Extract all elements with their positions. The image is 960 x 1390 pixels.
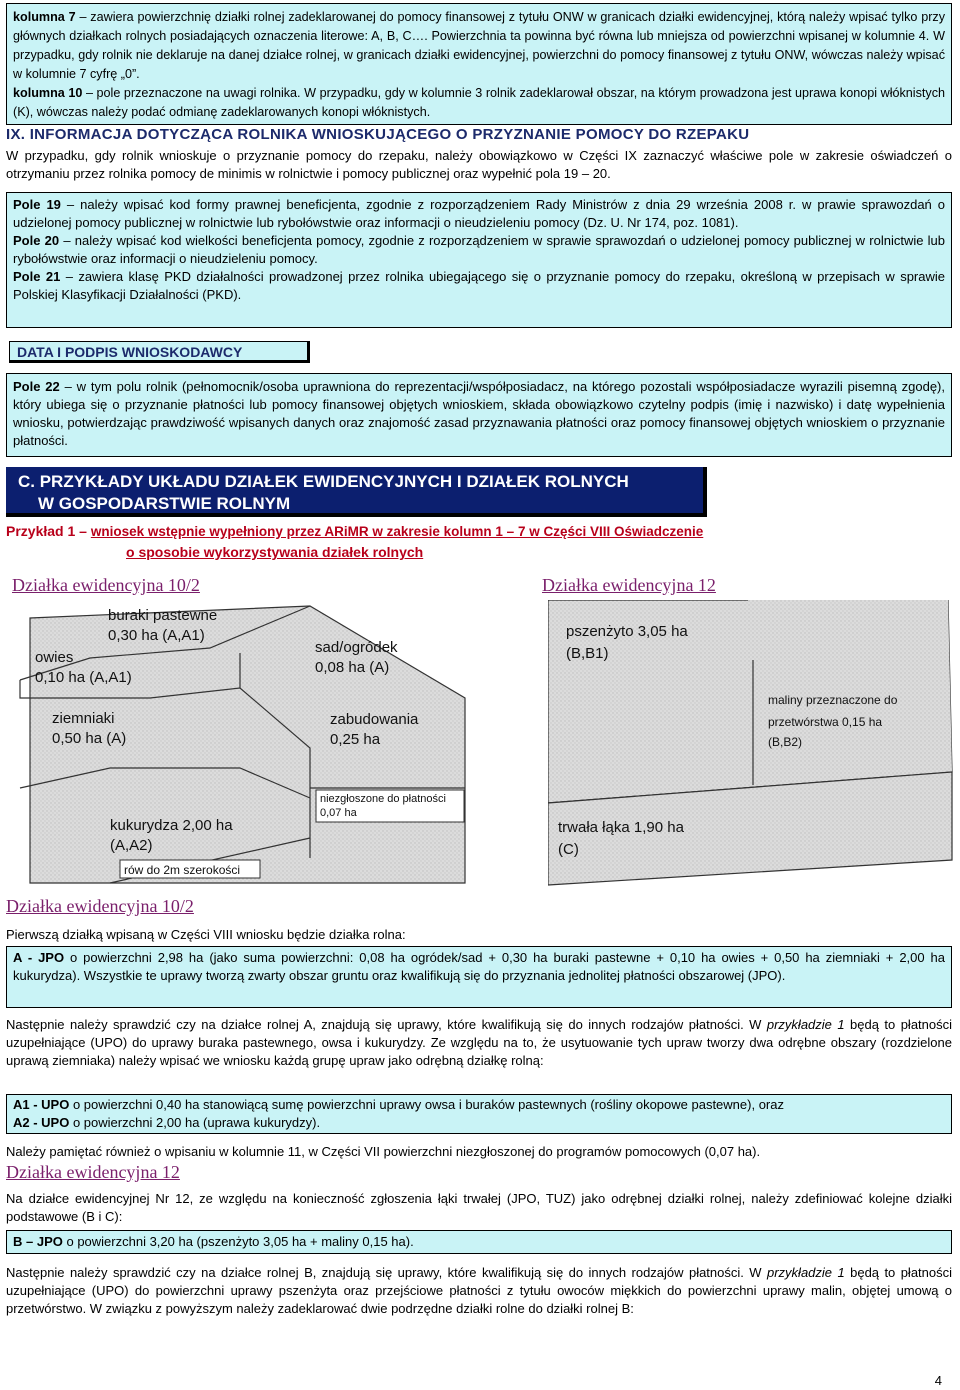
a2-paragraph: [13, 1114, 945, 1132]
kolumna-7-paragraph: [13, 8, 945, 84]
pole-21-label: Pole 21: [13, 269, 61, 284]
label-laka-2: (C): [558, 841, 579, 858]
parcel-map-10-2: [10, 598, 470, 891]
label-ziemniaki-2: 0,50 ha (A): [52, 730, 127, 747]
example-1-prefix: Przykład 1 –: [6, 523, 91, 539]
pole-21-paragraph: [13, 268, 945, 304]
b-jpo-label: B – JPO: [13, 1234, 63, 1249]
label-buraki-1: buraki pastewne: [108, 607, 218, 624]
label-pszenzyto-2: (B,B1): [566, 645, 609, 662]
pole-22-text: – w tym polu rolnik (pełnomocnik/osoba uprawniona do reprezentacji/współposiadacz, na którego pozostali współposiadacze wyrazili pisemną zgodę), który ubiega się o przyznanie płatności lub pomocy finansowej objętych wnioskiem, składa obowiązkowo czytelny podpis (imię i nazwisko) i datę wypełnienia wniosku, potwierdzając prawdziwość wpisanych danych oraz znajomość zasad przyznawania płatności oraz pomocy finansowej objętych wnioskiem o przyznanie płatności.: [13, 379, 945, 448]
map-left-title: Działka ewidencyjna 10/2: [12, 575, 200, 595]
pole-21-text: – zawiera klasę PKD działalności prowadzonej przez rolnika ubiegającego się o przyznanie pomocy do rzepaku, określoną w przepisach w sprawie Polskiej Klasyfikacji Działalności (PKD).: [13, 269, 945, 302]
label-maliny-2: przetwórstwa 0,15 ha: [768, 715, 883, 729]
a-jpo-paragraph: [13, 949, 945, 985]
columns-info-box: [6, 3, 952, 125]
pole-19-label: Pole 19: [13, 197, 61, 212]
check-a-italic: przykładzie 1: [766, 1017, 845, 1032]
a1-paragraph: [13, 1096, 945, 1114]
check-a-text-1: Następnie należy sprawdzić czy na działce rolnej A, znajdują się uprawy, które kwalifikują się do innych rodzajów płatności. W: [6, 1017, 767, 1032]
kolumna-7-text: – zawiera powierzchnię działki rolnej zadeklarowanej do pomocy finansowej z tytułu ONW w granicach działki ewidencyjnej, którą należy wpisać tylko przy głównych działkach rolnych posiadających oznaczenia literowe: A, B, C…. Powierzchnia ta powinna być równa lub mniejsza od powierzchni wpisanej w kolumnie 4. W przypadku, gdy rolnik nie deklaruje na danej działce rolnej, w granicach działki ewidencyjnej, powierzchni do pomocy finansowej z tytułu ONW, wówczas należy wpisać w kolumnie 7 cyfrę „0”.: [13, 10, 945, 81]
section-ix-heading: IX. INFORMACJA DOTYCZĄCA ROLNIKA WNIOSKUJĄCEGO O PRZYZNANIE POMOCY DO RZEPAKU: [6, 126, 750, 143]
a2-text: o powierzchni 2,00 ha (uprawa kukurydzy).: [69, 1115, 321, 1130]
pole-19-21-box: [6, 192, 952, 328]
pole-22-box: [6, 373, 952, 457]
label-owies-1: owies: [35, 649, 74, 666]
first-parcel-text: Pierwszą działką wpisaną w Części VIII wniosku będzie działka rolna:: [6, 927, 406, 942]
intro-12-text: Na działce ewidencyjnej Nr 12, ze względu na konieczność zgłoszenia łąki trwałej (JPO, TUZ) jako odrębnej działki rolnej, należy zdefiniować kolejne działki podstawowe (B i C):: [6, 1191, 952, 1224]
example-1-title-line2: o sposobie wykorzystywania działek rolnych: [126, 544, 424, 560]
label-niezgloszone-2: 0,07 ha: [320, 807, 357, 819]
label-zabudowania-1: zabudowania: [330, 711, 419, 728]
section-c-heading: [6, 467, 707, 517]
pole-20-label: Pole 20: [13, 233, 60, 248]
data-podpis-heading: DATA I PODPIS WNIOSKODAWCY: [17, 344, 243, 360]
data-podpis-heading-box: [9, 341, 310, 363]
a1-label: A1 - UPO: [13, 1097, 70, 1112]
label-buraki-2: 0,30 ha (A,A1): [108, 627, 205, 644]
section-c-line1: C. PRZYKŁADY UKŁADU DZIAŁEK EWIDENCYJNYCH I DZIAŁEK ROLNYCH: [18, 472, 629, 491]
pole-19-paragraph: [13, 196, 945, 232]
kolumna-10-label: kolumna 10: [13, 86, 83, 100]
label-owies-2: 0,10 ha (A,A1): [35, 669, 132, 686]
label-ziemniaki-1: ziemniaki: [52, 710, 115, 727]
check-b-text-2: będą to płatności uzupełniające (UPO) do powierzchni uprawy pszenżyta oraz przejściowe płatności z tytułu owoców miękkich do powierzchni uprawy malin, objętej umową o przetwórstwo. W związku z powyższym należy zadeklarować dwie podrzędne działki rolne do działki rolnej B:: [6, 1265, 953, 1316]
pole-20-text: – należy wpisać kod wielkości beneficjenta pomocy, zgodnie z rozporządzeniem w sprawie sprawozdań o udzielonej pomocy publicznej w rolnictwie lub rybołówstwie oraz informacji o nieudzieleniu pomocy.: [13, 233, 946, 266]
section-ix-intro: W przypadku, gdy rolnik wnioskuje o przyznanie pomocy do rzepaku, należy obowiązkowo w Części IX zaznaczyć właściwe pole w zakresie oświadczeń o otrzymaniu przez rolnika pomocy de minimis w rolnictwie i pomocy publicznej oraz wypełnić pola 19 – 20.: [6, 148, 952, 181]
a2-label: A2 - UPO: [13, 1115, 70, 1130]
label-kukurydza-1: kukurydza 2,00 ha: [110, 817, 233, 834]
section-c-line2: W GOSPODARSTWIE ROLNYM: [38, 494, 291, 513]
label-maliny-3: (B,B2): [768, 735, 803, 749]
map-right-title: Działka ewidencyjna 12: [542, 575, 716, 595]
b-jpo-paragraph: [13, 1233, 945, 1251]
remember-text: Należy pamiętać również o wpisaniu w kolumnie 11, w Części VII powierzchni niezgłoszonej do programów pomocowych (0,07 ha).: [6, 1144, 761, 1159]
kolumna-10-text: – pole przeznaczone na uwagi rolnika. W przypadku, gdy w kolumnie 3 rolnik zadeklarował obszar, na którym prowadzona jest uprawa konopi włóknistych (K), wówczas należy podać odmianę zadeklarowanych konopi włóknistych.: [13, 86, 946, 119]
a1-text: o powierzchni 0,40 ha stanowiącą sumę powierzchni uprawy owsa i buraków pastewnych (rośliny okopowe pastewne), oraz: [69, 1097, 784, 1112]
pole-19-text: – należy wpisać kod formy prawnej beneficjenta, zgodnie z rozporządzeniem Rady Ministrów z dnia 29 września 2008 r. w prawie sprawozdań o udzielonej pomocy publicznej w rolnictwie lub rybołówstwie oraz informacji o nieudzieleniu pomocy (Dz. U. Nr 174, poz. 1081).: [13, 197, 946, 230]
heading-dzialka-10-2: Działka ewidencyjna 10/2: [6, 896, 194, 916]
check-a-paragraph: [6, 1016, 952, 1070]
page-number: 4: [934, 1373, 942, 1388]
label-maliny-1: maliny przeznaczone do: [768, 693, 898, 707]
a1-a2-box: [6, 1094, 952, 1134]
example-1-title-line1: wniosek wstępnie wypełniony przez ARiMR w zakresie kolumn 1 – 7 w Części VIII Oświadczenie: [90, 524, 704, 539]
check-b-text-1: Następnie należy sprawdzić czy na działce rolnej B, znajdują się uprawy, które kwalifikują się do innych rodzajów płatności. W: [6, 1265, 767, 1280]
parcel-map-12: [548, 600, 954, 890]
pole-22-label: Pole 22: [13, 379, 60, 394]
b-jpo-text: o powierzchni 3,20 ha (pszenżyto 3,05 ha + maliny 0,15 ha).: [62, 1234, 414, 1249]
b-jpo-box: [6, 1230, 952, 1254]
label-sad-2: 0,08 ha (A): [315, 659, 390, 676]
label-sad-1: sad/ogródek: [315, 639, 398, 656]
label-niezgloszone-1: niezgłoszone do płatności: [320, 793, 446, 805]
label-kukurydza-2: (A,A2): [110, 837, 153, 854]
pole-22-paragraph: [13, 378, 945, 450]
check-b-italic: przykładzie 1: [767, 1265, 845, 1280]
heading-dzialka-12: Działka ewidencyjna 12: [6, 1162, 180, 1182]
label-row: rów do 2m szerokości: [124, 863, 241, 877]
a-jpo-label: A - JPO: [13, 950, 65, 965]
a-jpo-text: o powierzchni 2,98 ha (jako suma powierzchni: 0,08 ha ogródek/sad + 0,30 ha buraki pastewne + 0,10 ha owies + 0,50 ha ziemniaki + 2,00 ha kukurydza). Wszystkie te uprawy tworzą zwarty obszar gruntu oraz kwalifikują się do przyznania jednolitej płatności obszarowej (JPO).: [13, 950, 945, 983]
example-1-title: [6, 521, 958, 562]
kolumna-7-label: kolumna 7: [13, 10, 76, 24]
a-jpo-box: [6, 946, 952, 1008]
kolumna-10-paragraph: [13, 84, 945, 122]
check-a-text-2: będą to płatności uzupełniające (UPO) do uprawy buraka pastewnego, owsa i kukurydzy. Ze względu na to, że usytuowanie tych upraw tworzy dwa odrębne obszary (rozdzielone uprawą ziemniaka) należy wpisać we wniosku każdą grupę upraw jako odrębną działkę rolną:: [6, 1017, 953, 1068]
label-pszenzyto-1: pszenżyto 3,05 ha: [566, 623, 688, 640]
pole-20-paragraph: [13, 232, 945, 268]
label-laka-1: trwała łąka 1,90 ha: [558, 819, 684, 836]
label-zabudowania-2: 0,25 ha: [330, 731, 381, 748]
check-b-paragraph: [6, 1264, 952, 1318]
